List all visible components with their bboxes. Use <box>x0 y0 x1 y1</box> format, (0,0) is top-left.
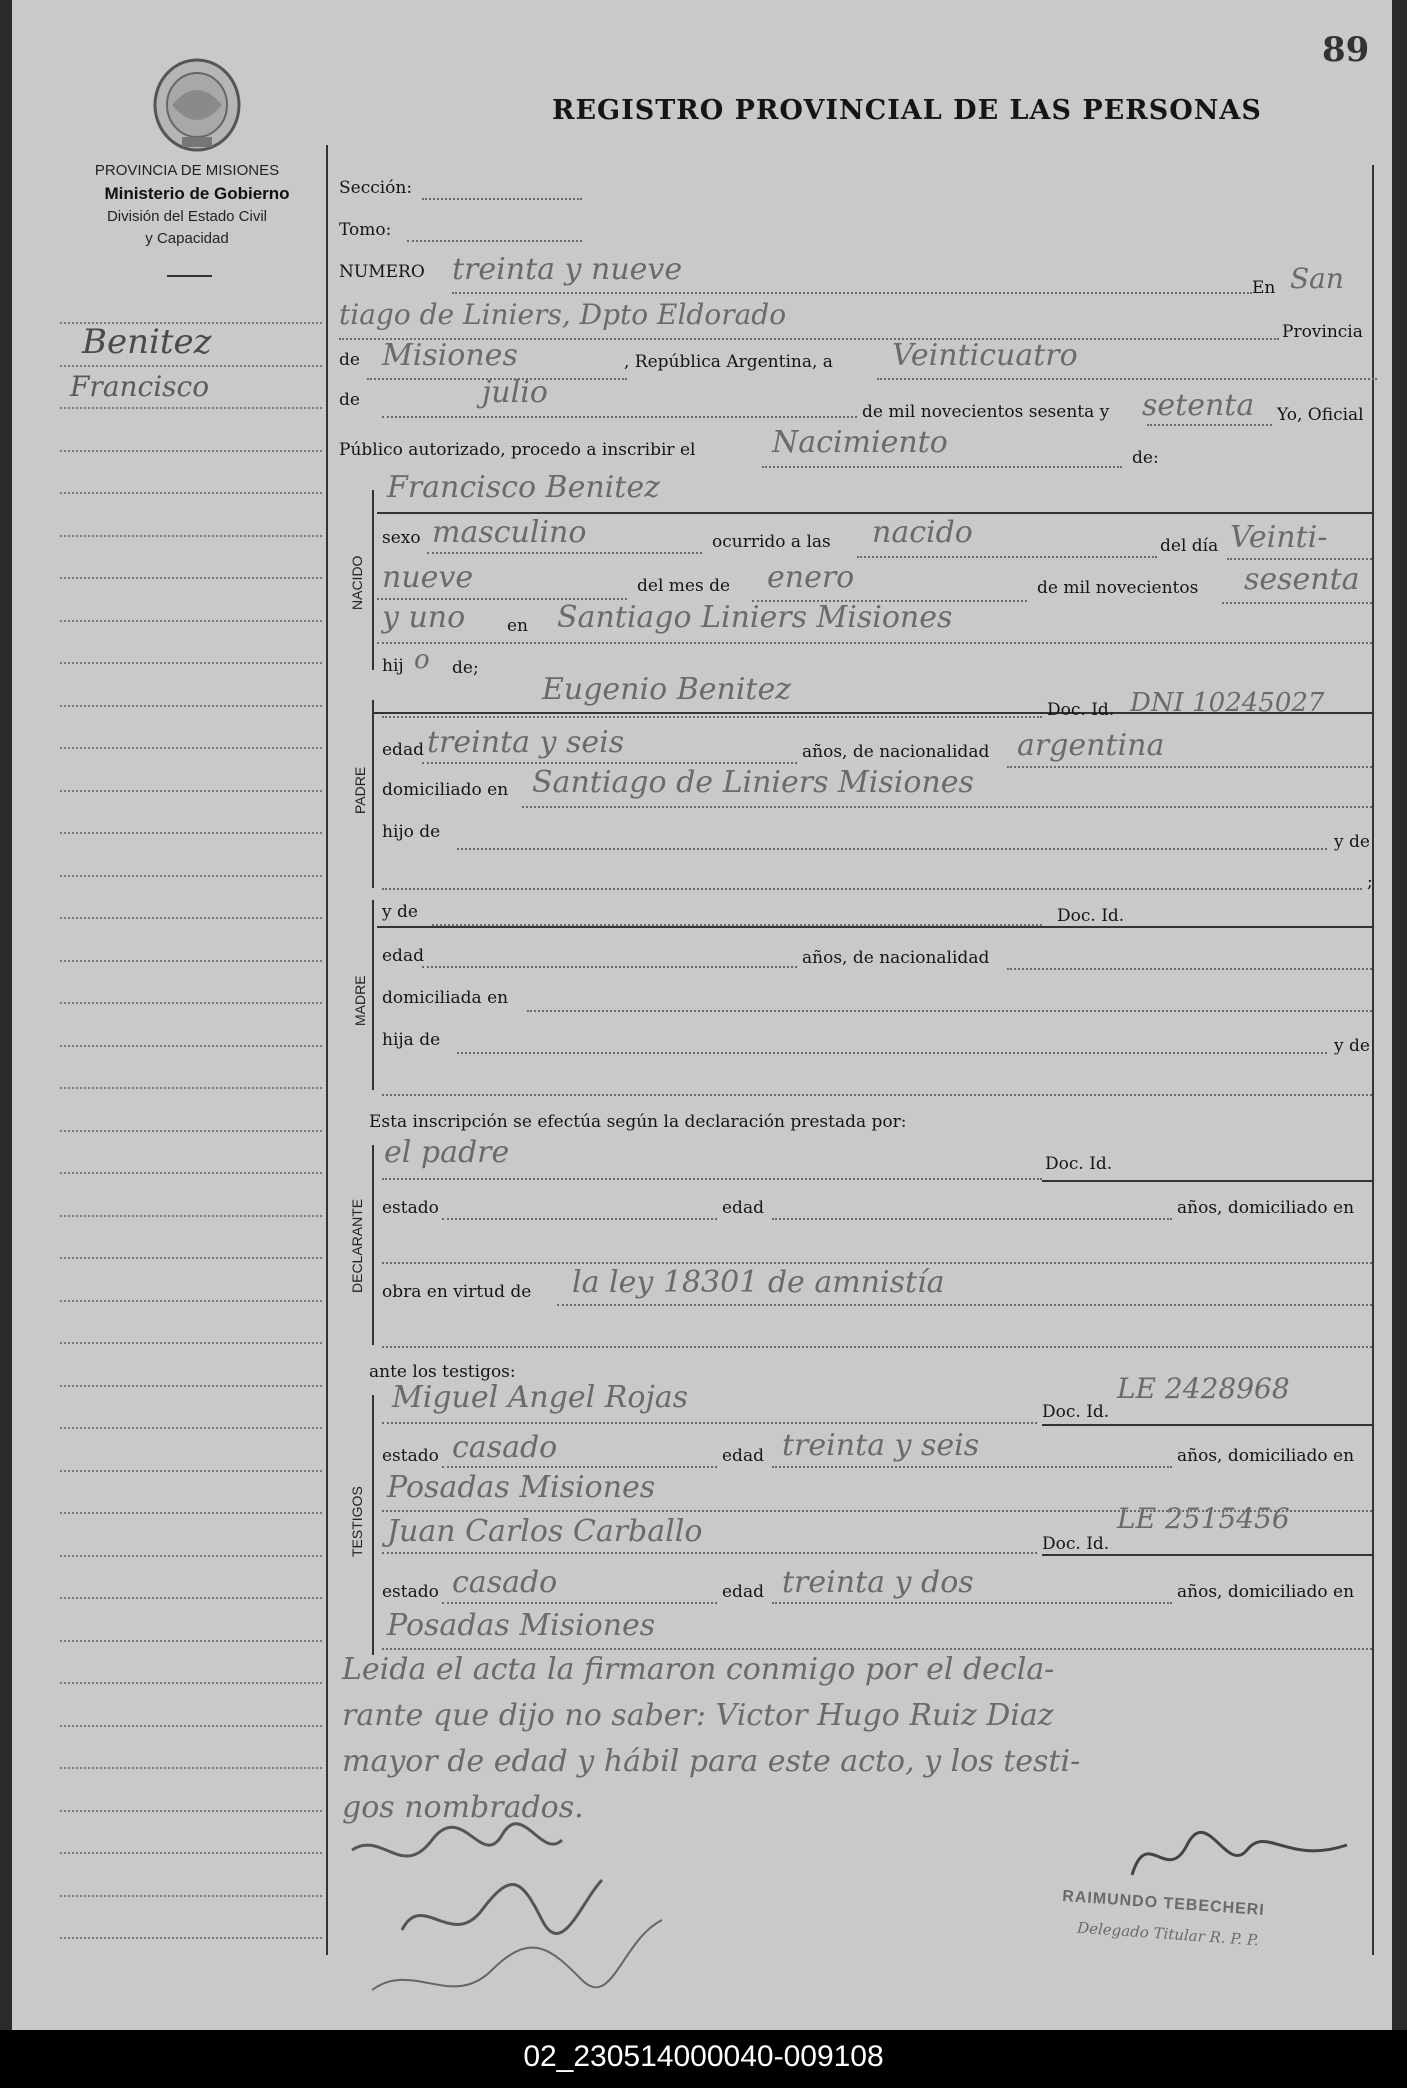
dia2-value: nueve <box>382 560 474 595</box>
margin-rule-line <box>60 1300 322 1302</box>
lugar-nac-value: Santiago Liniers Misiones <box>557 600 953 635</box>
nota-line-4: gos nombrados. <box>342 1790 584 1825</box>
margin-rule-line <box>60 365 322 367</box>
padre-hijo-label: hijo de <box>382 822 441 842</box>
padre-doc-value: DNI 10245027 <box>1130 688 1325 718</box>
declarante-dom-line <box>382 1262 1372 1264</box>
page-number: 89 <box>1322 30 1370 70</box>
tomo-label: Tomo: <box>339 220 392 240</box>
section-label-testigos: TESTIGOS <box>349 1486 365 1557</box>
stamp-name: RAIMUNDO TEBECHERI <box>1061 1887 1266 1920</box>
numero-value: treinta y nueve <box>452 252 683 287</box>
margin-rule-line <box>60 1427 322 1429</box>
seccion-line <box>422 198 582 200</box>
stamp-role: Delegado Titular R. P. P. <box>1076 1918 1260 1950</box>
padre-extra-line <box>382 888 1362 890</box>
ano-nac-line <box>1222 602 1372 604</box>
dia-value: Veinti- <box>1230 520 1328 555</box>
obra-label: obra en virtud de <box>382 1282 532 1302</box>
hij-label: hij <box>382 656 404 676</box>
mes-nac-value: enero <box>767 560 855 595</box>
madre-yde-label: y de <box>382 902 418 922</box>
hora-line <box>857 556 1157 558</box>
testigo1-nombre-value: Miguel Angel Rojas <box>392 1380 689 1415</box>
declarante-rule <box>372 1145 374 1345</box>
madre-top-rule <box>377 926 1372 928</box>
margin-rule-line <box>60 1597 322 1599</box>
document-page <box>12 0 1392 2030</box>
right-border <box>1372 165 1374 1955</box>
testigo2-edad-line <box>772 1602 1172 1604</box>
ministry-name: Ministerio de Gobierno <box>104 184 290 203</box>
division-name: División del Estado Civil <box>106 208 268 225</box>
de2-label: de <box>339 390 360 410</box>
testigo2-edad-label: edad <box>722 1582 764 1602</box>
hora-value: nacido <box>872 515 973 550</box>
margin-rule-line <box>60 1385 322 1387</box>
testigo2-estado-label: estado <box>382 1582 439 1602</box>
padre-dom-line <box>522 806 1372 808</box>
madre-dom-line <box>527 1010 1372 1012</box>
margin-rule-line <box>60 1682 322 1684</box>
obra-line <box>557 1304 1372 1306</box>
footer-id: 02_230514000040-009108 <box>523 2040 884 2073</box>
en-place-value: San <box>1290 262 1344 295</box>
madre-nac-line <box>1007 968 1372 970</box>
madre-nombre-line <box>432 924 1042 926</box>
padre-edad-label: edad <box>382 740 424 760</box>
padre-hijo-line <box>457 848 1327 850</box>
header-divider <box>167 275 212 277</box>
padre-anos-label: años, de nacionalidad <box>802 742 990 762</box>
testigos-rule <box>372 1395 374 1655</box>
testigo2-dom-value: Posadas Misiones <box>387 1608 656 1643</box>
sexo-label: sexo <box>382 528 421 548</box>
margin-rule-line <box>60 620 322 622</box>
fecha-dia-value: Veinticuatro <box>892 338 1078 373</box>
ano-nac-value: sesenta <box>1244 562 1360 597</box>
republica-label: , República Argentina, a <box>624 352 833 372</box>
padre-yde-label: y de <box>1334 832 1370 852</box>
nota-line-2: rante que dijo no saber: Victor Hugo Ruiz Diaz <box>342 1698 1054 1733</box>
padre-nac-line <box>1007 766 1372 768</box>
acto-value: Nacimiento <box>772 425 948 460</box>
provincia-value: Misiones <box>382 338 518 373</box>
margin-rule-line <box>60 832 322 834</box>
margin-rule-line <box>60 1937 322 1939</box>
margin-rule-line <box>60 1130 322 1132</box>
ocurrido-label: ocurrido a las <box>712 532 831 552</box>
hijo-suffix-value: o <box>414 645 430 675</box>
sexo-value: masculino <box>432 515 587 550</box>
ano-line <box>1147 424 1272 426</box>
margin-rule-line <box>60 1172 322 1174</box>
margin-rule-line <box>60 1002 322 1004</box>
margin-rule-line <box>60 1087 322 1089</box>
madre-hija-label: hija de <box>382 1030 441 1050</box>
margin-rule-line <box>60 1725 322 1727</box>
en-label: En <box>1252 278 1276 298</box>
testigo2-nombre-value: Juan Carlos Carballo <box>387 1514 703 1549</box>
numero-line <box>452 292 1252 294</box>
testigo2-edad-value: treinta y dos <box>782 1565 974 1600</box>
margin-rule-line <box>60 1342 322 1344</box>
madre-edad-line <box>422 966 797 968</box>
nota-line-3: mayor de edad y hábil para este acto, y los testi- <box>342 1744 1081 1779</box>
margin-rule-line <box>60 577 322 579</box>
declarante-line <box>382 1178 1042 1180</box>
publico-label: Público autorizado, procedo a inscribir el <box>339 440 696 460</box>
yo-oficial-label: Yo, Oficial <box>1277 405 1364 425</box>
margin-rule-line <box>60 1555 322 1557</box>
fecha-dia-line <box>877 378 1377 380</box>
declarante-estado-label: estado <box>382 1198 439 1218</box>
obra-extra-line <box>382 1346 1372 1348</box>
margin-rule-line <box>60 1470 322 1472</box>
declarante-edad-line <box>772 1218 1172 1220</box>
madre-yde2-label: y de <box>1334 1036 1370 1056</box>
margin-surname: Benitez <box>82 322 212 362</box>
madre-edad-label: edad <box>382 946 424 966</box>
testigo2-dom-line <box>382 1648 1372 1650</box>
acto-line <box>762 466 1122 468</box>
place-value: tiago de Liniers, Dpto Eldorado <box>339 298 787 331</box>
testigo1-estado-line <box>442 1466 717 1468</box>
margin-rule-line <box>60 875 322 877</box>
margin-rule-line <box>60 492 322 494</box>
seccion-label: Sección: <box>339 178 413 198</box>
obra-value: la ley 18301 de amnistía <box>572 1265 945 1300</box>
section-label-nacido: NACIDO <box>349 555 365 610</box>
signatures-icon <box>342 1820 682 2010</box>
section-label-madre: MADRE <box>352 975 368 1026</box>
padre-dom-value: Santiago de Liniers Misiones <box>532 765 974 800</box>
ano-value: setenta <box>1142 388 1255 423</box>
dia-line <box>1227 558 1372 560</box>
de-label: de <box>339 350 360 370</box>
en2-label: en <box>507 616 529 636</box>
inscripcion-label: Esta inscripción se efectúa según la declaración prestada por: <box>369 1112 907 1132</box>
madre-dom-label: domiciliada en <box>382 988 509 1008</box>
testigo1-doc-label: Doc. Id. <box>1042 1402 1110 1422</box>
margin-rule-line <box>60 1257 322 1259</box>
declarante-value: el padre <box>384 1135 510 1170</box>
nota-line-1: Leida el acta la firmaron conmigo por el decla- <box>342 1652 1055 1687</box>
madre-doc-label: Doc. Id. <box>1057 906 1125 926</box>
madre-rule <box>372 900 374 1090</box>
margin-rule-line <box>60 1640 322 1642</box>
sexo-line <box>427 552 702 554</box>
testigo2-nombre-line <box>382 1552 1037 1554</box>
margin-given-name: Francisco <box>70 370 210 403</box>
margin-rule-line <box>60 1895 322 1897</box>
margin-rule-line <box>60 1045 322 1047</box>
margin-rule-line <box>60 1810 322 1812</box>
declarante-doc-label: Doc. Id. <box>1045 1154 1113 1174</box>
margin-rule <box>326 145 328 1955</box>
province-name: PROVINCIA DE MISIONES <box>94 162 280 179</box>
ante-label: ante los testigos: <box>369 1362 516 1382</box>
testigo2-anos-label: años, domiciliado en <box>1177 1582 1355 1602</box>
footer-bar <box>0 2030 1407 2088</box>
mil-novecientos-label: de mil novecientos <box>1037 578 1199 598</box>
declarante-estado-line <box>442 1218 717 1220</box>
mil-sesenta-label: de mil novecientos sesenta y <box>862 402 1110 422</box>
section-label-declarante: DECLARANTE <box>349 1198 365 1293</box>
margin-rule-line <box>60 322 322 324</box>
nombre-value: Francisco Benitez <box>387 470 660 505</box>
margin-rule-line <box>60 662 322 664</box>
testigo2-doc-value: LE 2515456 <box>1117 1502 1290 1535</box>
del-mes-label: del mes de <box>637 576 731 596</box>
margin-rule-line <box>60 407 322 409</box>
margin-rule-line <box>60 1512 322 1514</box>
madre-anos-label: años, de nacionalidad <box>802 948 990 968</box>
margin-rule-line <box>60 450 322 452</box>
del-dia-label: del día <box>1160 536 1219 556</box>
de-semicolon-label: de; <box>452 658 479 678</box>
margin-rule-line <box>60 917 322 919</box>
margin-rule-line <box>60 535 322 537</box>
padre-edad-value: treinta y seis <box>427 725 625 760</box>
testigo1-doc-line <box>1042 1424 1372 1426</box>
testigo1-edad-line <box>772 1466 1172 1468</box>
declarante-edad-label: edad <box>722 1198 764 1218</box>
margin-rule-line <box>60 705 322 707</box>
mes-line <box>382 416 857 418</box>
provincia-label: Provincia <box>1282 322 1363 342</box>
padre-nac-value: argentina <box>1017 728 1165 763</box>
declarante-anos-label: años, domiciliado en <box>1177 1198 1355 1218</box>
testigo1-estado-value: casado <box>452 1430 558 1465</box>
padre-doc-label: Doc. Id. <box>1047 700 1115 720</box>
testigo2-doc-line <box>1042 1554 1372 1556</box>
testigo1-edad-label: edad <box>722 1446 764 1466</box>
testigo1-nombre-line <box>382 1422 1037 1424</box>
section-label-padre: PADRE <box>352 766 368 814</box>
margin-rule-line <box>60 1215 322 1217</box>
tomo-line <box>407 240 582 242</box>
declarante-doc-line <box>1042 1180 1372 1182</box>
margin-rule-line <box>60 1852 322 1854</box>
registrar-signature-icon <box>1127 1815 1357 1895</box>
padre-rule <box>372 700 374 888</box>
madre-extra-line <box>382 1094 1372 1096</box>
province-seal-icon <box>142 55 252 155</box>
testigo2-doc-label: Doc. Id. <box>1042 1534 1110 1554</box>
padre-dom-label: domiciliado en <box>382 780 509 800</box>
testigo1-anos-label: años, domiciliado en <box>1177 1446 1355 1466</box>
lugar-nac-line <box>377 642 1372 644</box>
margin-rule-line <box>60 790 322 792</box>
capacity-name: y Capacidad <box>145 230 229 247</box>
testigo1-estado-label: estado <box>382 1446 439 1466</box>
mes-value: julio <box>482 375 548 410</box>
margin-rule-line <box>60 960 322 962</box>
numero-label: NUMERO <box>339 262 425 282</box>
registry-title: REGISTRO PROVINCIAL DE LAS PERSONAS <box>552 95 1262 126</box>
testigo1-dom-value: Posadas Misiones <box>387 1470 656 1505</box>
padre-semicolon: ; <box>1367 872 1373 892</box>
testigo1-edad-value: treinta y seis <box>782 1428 980 1463</box>
padre-nombre-line <box>382 716 1042 718</box>
margin-rule-line <box>60 747 322 749</box>
margin-rule-line <box>60 1767 322 1769</box>
padre-nombre-value: Eugenio Benitez <box>542 672 792 707</box>
testigo1-doc-value: LE 2428968 <box>1117 1372 1290 1405</box>
testigo2-estado-value: casado <box>452 1565 558 1600</box>
de-colon-label: de: <box>1132 448 1159 468</box>
ano-nac2-value: y uno <box>382 600 466 635</box>
nacido-rule <box>372 490 374 670</box>
padre-edad-line <box>422 762 797 764</box>
testigo2-estado-line <box>442 1602 717 1604</box>
nombre-line <box>377 512 1372 514</box>
madre-hija-line <box>457 1052 1327 1054</box>
